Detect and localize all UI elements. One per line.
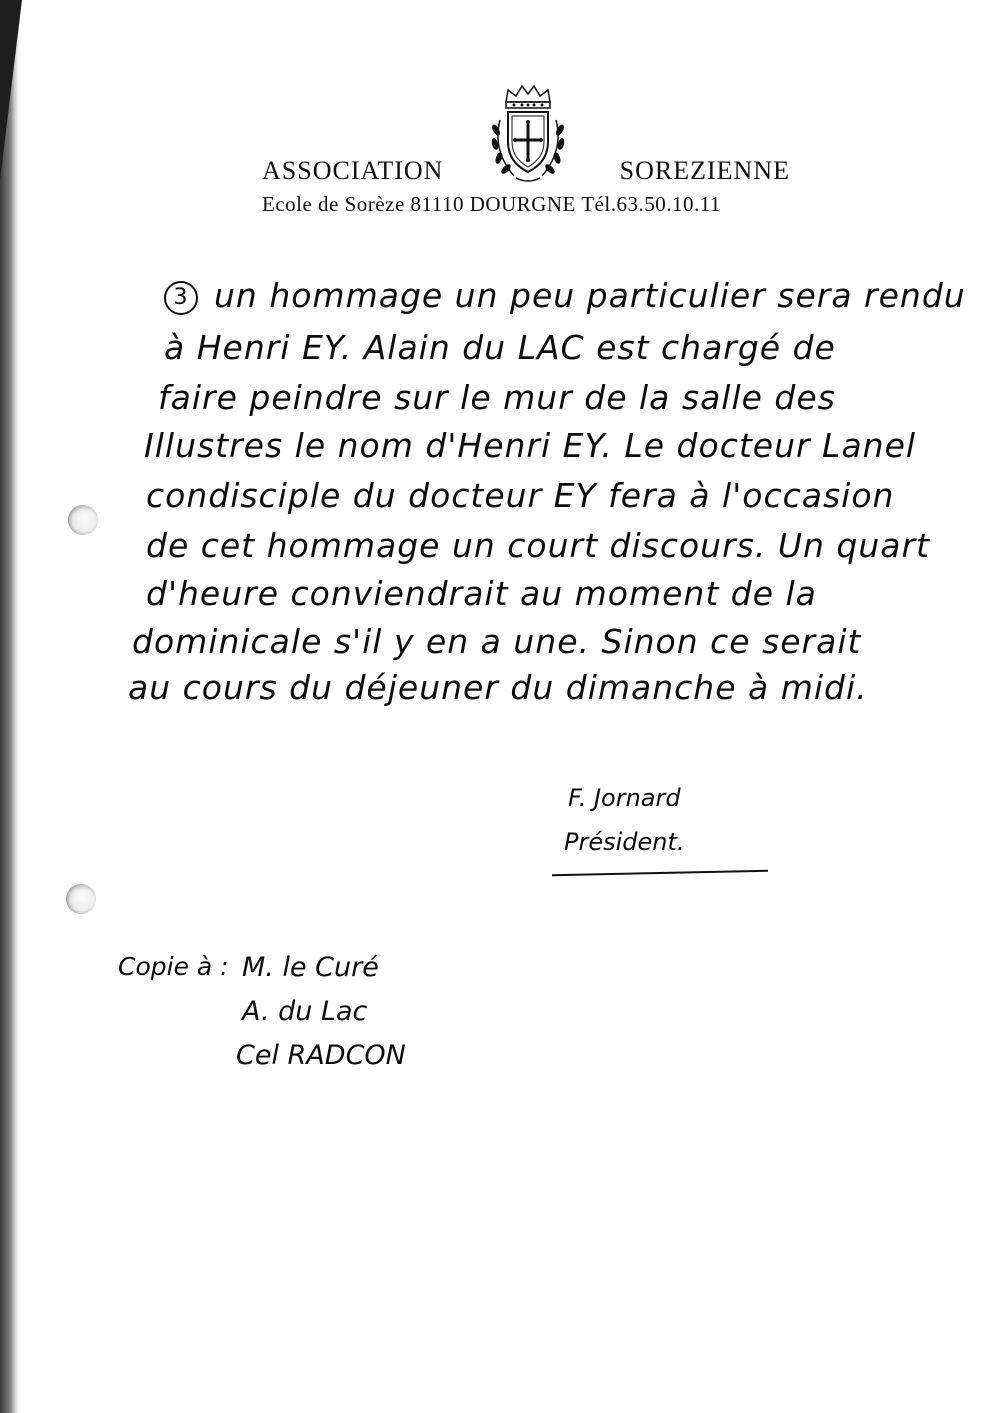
letterhead-org-left: ASSOCIATION xyxy=(262,156,444,185)
body-line: au cours du déjeuner du dimanche à midi. xyxy=(128,668,868,707)
scan-edge-shadow xyxy=(0,0,22,1413)
signature-underline xyxy=(552,870,768,877)
body-line: d'heure conviendrait au moment de la xyxy=(146,574,817,613)
item-number-badge: 3 xyxy=(164,281,198,315)
letterhead-address: Ecole de Sorèze 81110 DOURGNE Tél.63.50.10.11 xyxy=(262,192,721,216)
signature-name: F. Jornard xyxy=(568,784,681,812)
body-line: faire peindre sur le mur de la salle des xyxy=(158,378,836,417)
copies-recipient: Cel RADCON xyxy=(236,1040,406,1071)
body-line: de cet hommage un court discours. Un quart xyxy=(146,526,930,565)
copies-recipient: A. du Lac xyxy=(242,996,368,1027)
letterhead-title xyxy=(262,156,790,192)
body-line: condisciple du docteur EY fera à l'occasion xyxy=(146,476,895,515)
copies-label: Copie à : xyxy=(118,952,229,981)
letter-body xyxy=(128,276,968,716)
signature-title: Président. xyxy=(564,828,685,856)
copies-recipient: M. le Curé xyxy=(242,952,379,983)
signature-block xyxy=(552,784,772,884)
body-line: dominicale s'il y en a une. Sinon ce serait xyxy=(132,622,862,661)
punch-hole-bottom xyxy=(66,884,96,914)
copies-block xyxy=(118,952,478,1092)
body-line xyxy=(164,276,966,315)
body-line: Illustres le nom d'Henri EY. Le docteur Lanel xyxy=(144,426,917,465)
letterhead-org-right: SOREZIENNE xyxy=(619,156,790,185)
body-line-text: un hommage un peu particulier sera rendu xyxy=(214,276,966,315)
punch-hole-top xyxy=(68,505,98,535)
body-line: à Henri EY. Alain du LAC est chargé de xyxy=(164,328,836,367)
